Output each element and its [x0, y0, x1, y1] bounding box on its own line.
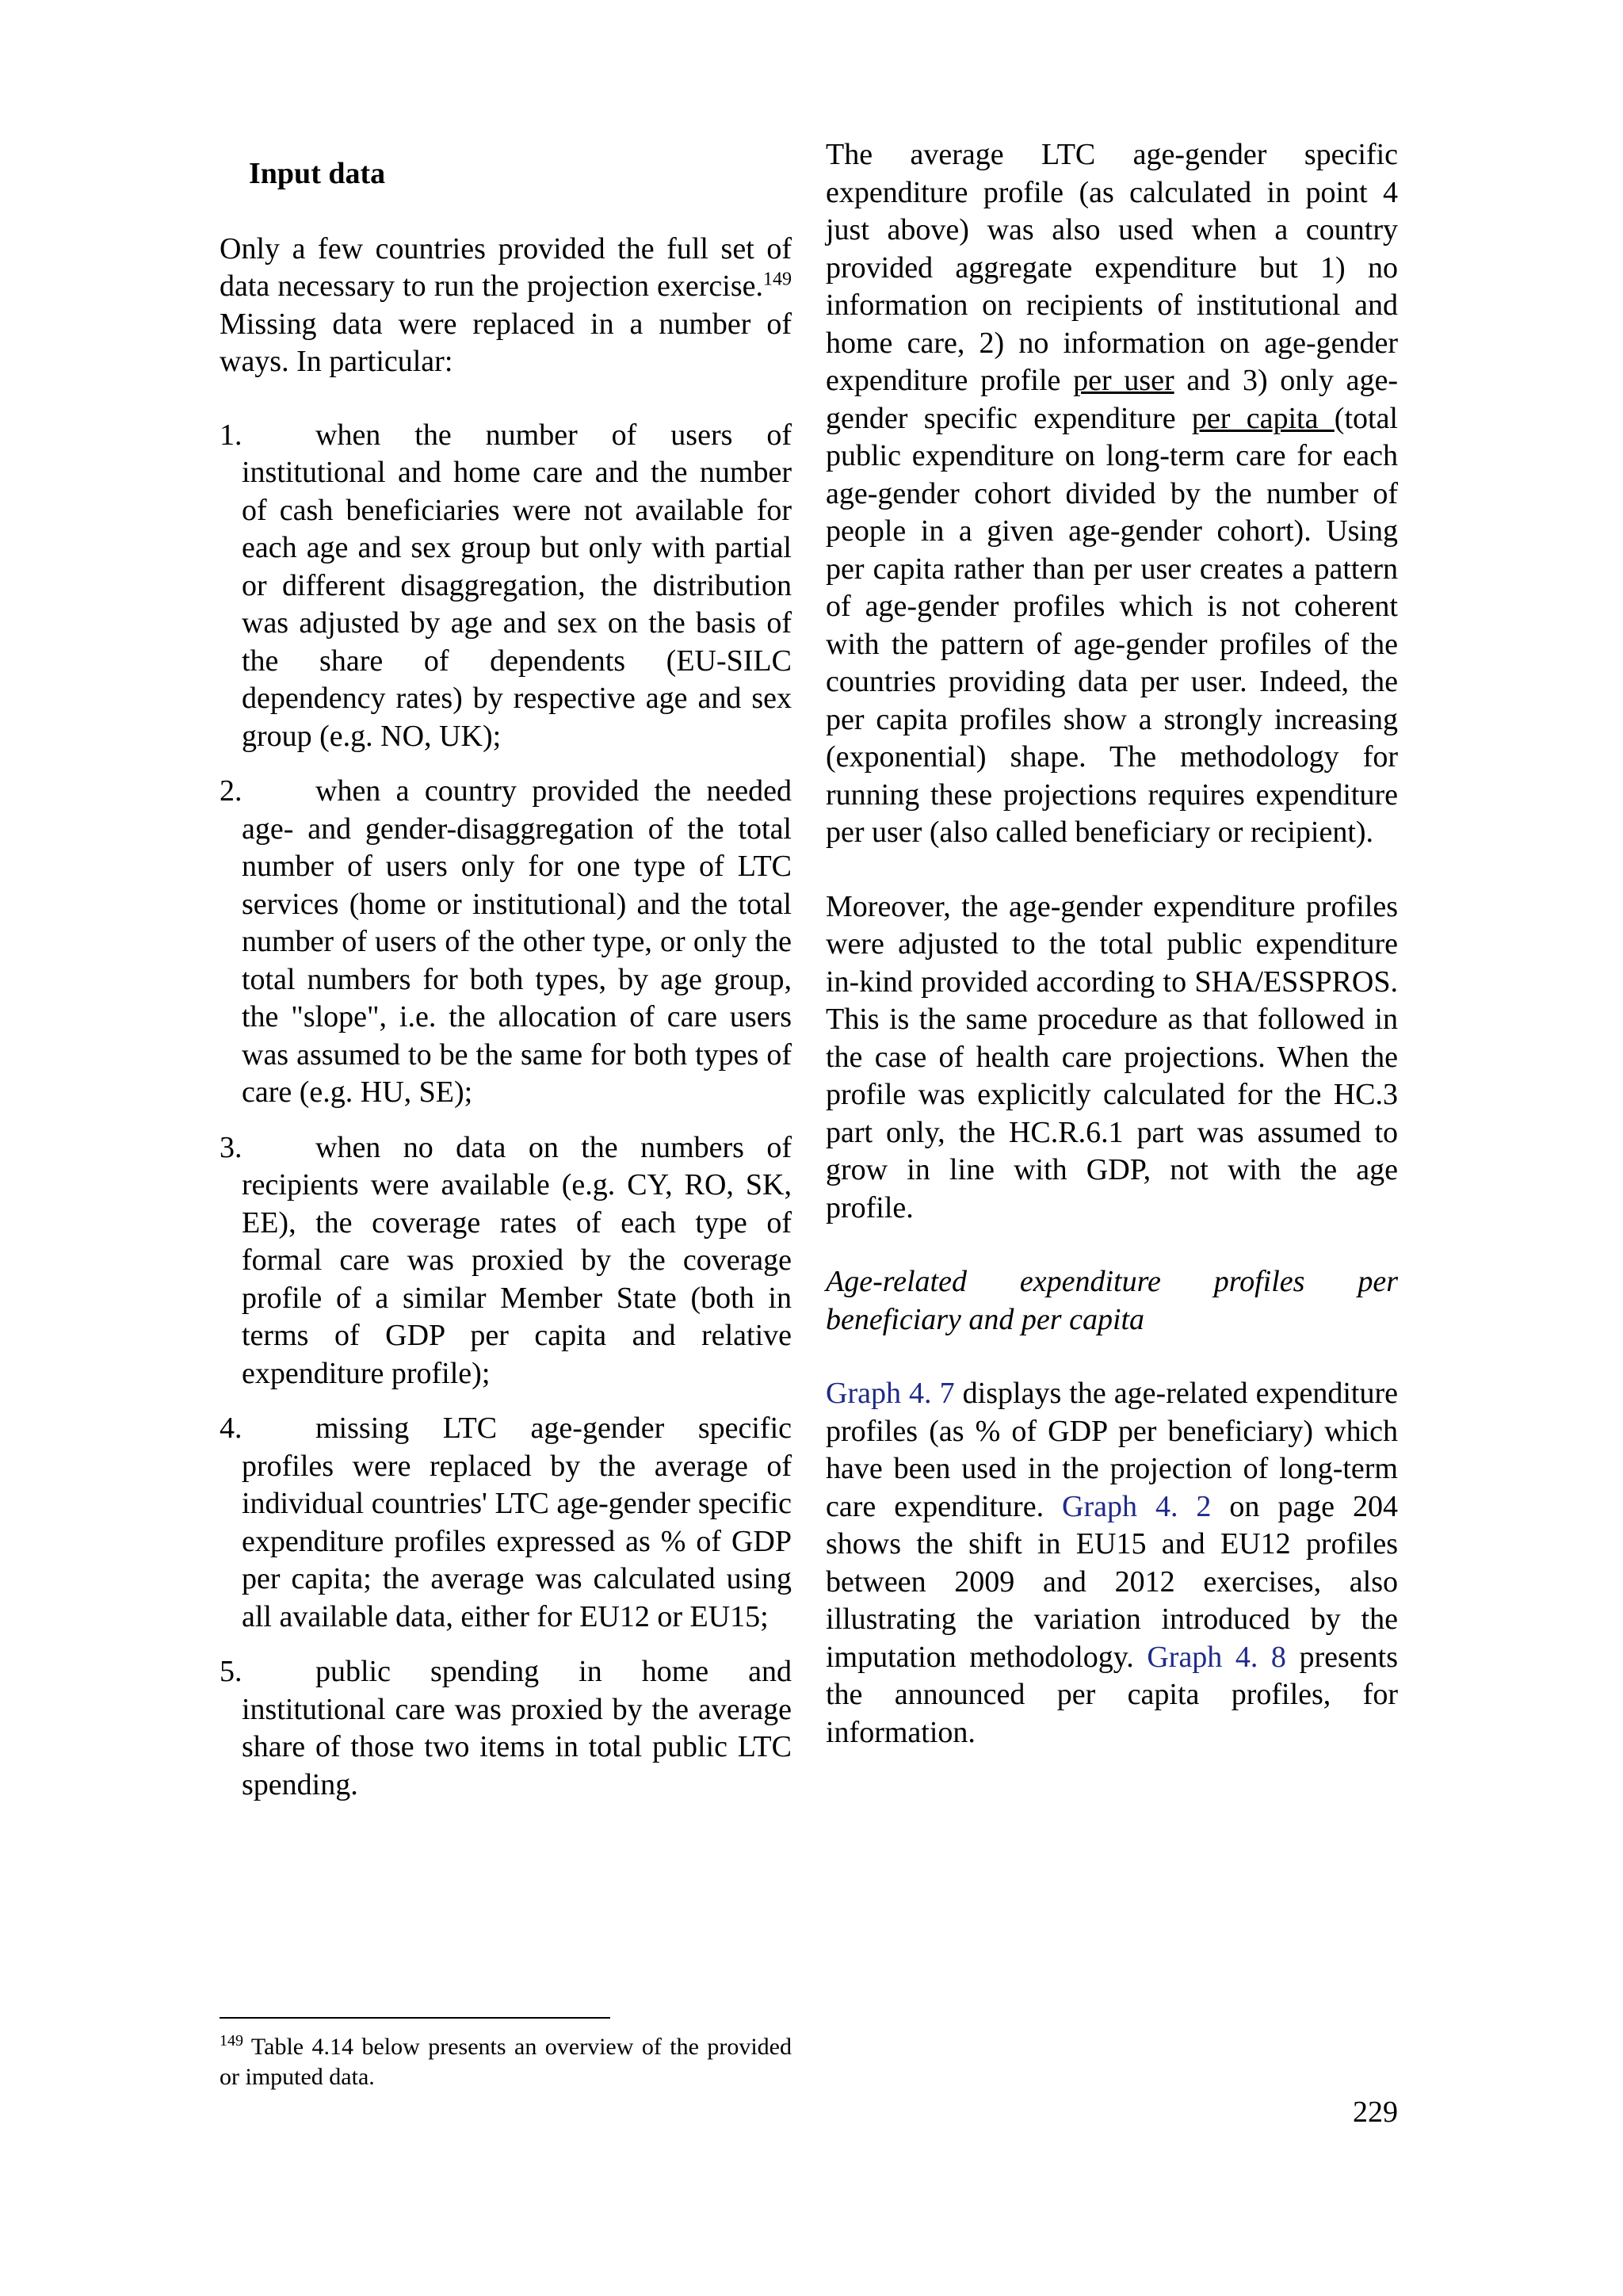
list-item-text: when no data on the numbers of recipients were available (e.g. CY, RO, SK, EE), the coverage rates of each type of formal care was proxied by the coverage profile of a similar Member State (both in terms of GDP per capita and relative expenditure profile); — [242, 1130, 792, 1390]
graph-4-2-link[interactable]: Graph 4. 2 — [1062, 1489, 1212, 1523]
paragraph-adjustment: Moreover, the age-gender expenditure profiles were adjusted to the total public expenditure in-kind provided according to SHA/ESSPROS. This is the same procedure as that followed in the case of health care projections. When the profile was explicitly calculated for the HC.3 part only, the HC.R.6.1 part was assumed to grow in line with GDP, not with the age profile. — [826, 889, 1398, 1224]
intro-text-b: Missing data were replaced in a number of ways. In particular: — [220, 307, 792, 378]
intro-paragraph — [220, 231, 792, 381]
list-item-text: missing LTC age-gender specific profiles were replaced by the average of individual countries' LTC age-gender specific expenditure profiles expressed as % of GDP per capita; the average was calculated using all available data, either for EU12 or EU15; — [242, 1412, 792, 1633]
intro-text-a: Only a few countries provided the full set of data necessary to run the projection exercise. — [220, 231, 792, 303]
paragraph-text: displays the age-related expenditure profiles (as % of GDP per beneficiary) which have been used in the projection of long-term care expenditure. — [826, 1377, 1398, 1523]
list-item — [220, 773, 792, 1112]
numbered-list — [220, 417, 792, 1805]
list-item-number: 5. — [220, 1655, 242, 1688]
footnote-text: Table 4.14 below presents an overview of the provided or imputed data. — [220, 2034, 792, 2090]
footnote-ref[interactable]: 149 — [763, 269, 792, 290]
paragraph-text: on page 204 shows the shift in EU15 and EU12 profiles between 2009 and 2012 exercises, also illustrating the variation introduced by the imputation methodology. — [826, 1489, 1398, 1674]
footnote-divider — [220, 2017, 610, 2019]
paragraph-graphs — [826, 1375, 1398, 1752]
list-item — [220, 417, 792, 756]
list-item — [220, 1129, 792, 1393]
paragraph-average-profile — [826, 136, 1398, 852]
list-item-number: 3. — [220, 1130, 242, 1164]
list-item-text: when the number of users of institutional and home care and the number of cash beneficiaries were not available for each age and sex group but only with partial or different disaggregation, the distribution was adjusted by age and sex on the basis of the share of dependents (EU-SILC dependency rates) by respective age and sex group (e.g. NO, UK); — [242, 418, 792, 753]
left-column — [220, 136, 792, 1821]
list-item-text: public spending in home and institutional care was proxied by the average share of those two items in total public LTC spending. — [242, 1655, 792, 1801]
list-item-number: 4. — [220, 1412, 242, 1445]
graph-4-8-link[interactable]: Graph 4. 8 — [1147, 1640, 1286, 1674]
footnote — [220, 2032, 792, 2092]
list-item — [220, 1653, 792, 1804]
subsection-heading: Age-related expenditure profiles per beneficiary and per capita — [826, 1265, 1398, 1336]
section-heading: Input data — [249, 157, 386, 190]
list-item-number: 2. — [220, 774, 242, 808]
list-item-number: 1. — [220, 418, 242, 452]
right-column — [826, 136, 1398, 1752]
paragraph-text: (total public expenditure on long-term care for each age-gender cohort divided by the number of people in a given age-gender cohort). Using per capita rather than per user creates a pattern of age-gender profiles which is not coherent with the pattern of age-gender profiles of the countries providing data per user. Indeed, the per capita profiles show a strongly increasing (exponential) shape. The methodology for running these projections requires expenditure per user (also called beneficiary or recipient). — [826, 401, 1398, 849]
graph-4-7-link[interactable]: Graph 4. 7 — [826, 1377, 955, 1410]
underlined-per-capita: per capita — [1191, 401, 1335, 435]
list-item-text: when a country provided the needed age- and gender-disaggregation of the total number of users only for one type of LTC services (home or institutional) and the total number of users of the other type, or only the total numbers for both types, by age group, the "slope", i.e. the allocation of care users was assumed to be the same for both types of care (e.g. HU, SE); — [242, 774, 792, 1109]
paragraph-text: The average LTC age-gender specific expenditure profile (as calculated in point 4 just above) was also used when a country provided aggregate expenditure but 1) no information on recipients of institutional and home care, 2) no information on age-gender expenditure profile — [826, 138, 1398, 397]
underlined-per-user: per user — [1073, 364, 1174, 397]
footnote-mark: 149 — [220, 2032, 243, 2050]
page-number: 229 — [1353, 2095, 1398, 2129]
list-item — [220, 1410, 792, 1636]
paragraph-text: presents the announced per capita profiles, for information. — [826, 1640, 1398, 1749]
paragraph-text: and 3) only age-gender specific expenditure — [826, 364, 1398, 435]
